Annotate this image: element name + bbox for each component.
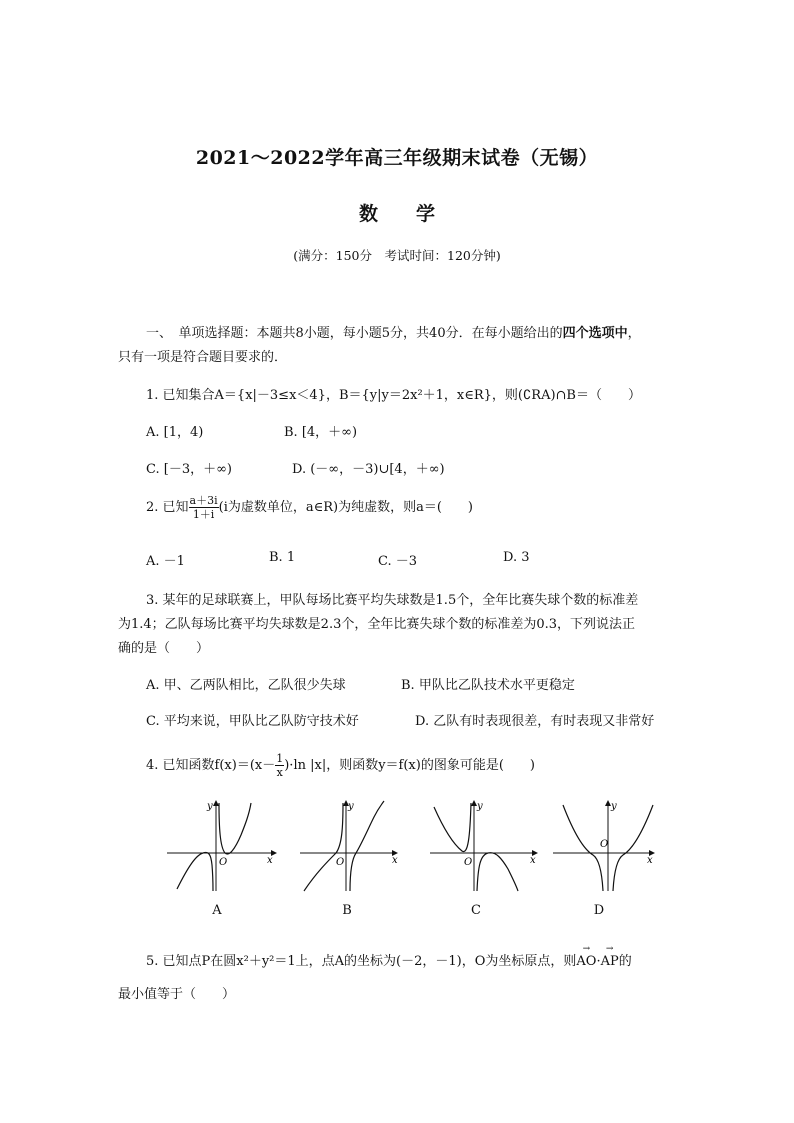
q1-option-c: C. [－3，＋∞) [146,462,232,477]
q4-graph-b-y-label: y [348,801,354,812]
q4-graph-d-y-label: y [611,801,617,812]
paper-title: 2021～2022学年高三年级期末试卷（无锡） [195,147,599,169]
section-heading [146,322,641,341]
subject-title: 数学 [358,203,473,225]
q1-option-b: B. [4，＋∞) [284,425,358,440]
q4-frac-num: 1 [276,752,284,765]
q3-option-d: D. 乙队有时表现很差，有时表现又非常好 [415,714,655,729]
q5-vector-ap: → AP [601,954,619,969]
q4-stem [146,752,535,779]
q4-graph-label-a: A [212,903,222,918]
q5-post: 的 [618,954,632,969]
q5-pre: 5. 已知点P在圆x²＋y²＝1上，点A的坐标为(－2，－1)，O为坐标原点，则 [146,954,577,969]
exam-meta: (满分：150分 考试时间：120分钟) [293,248,501,263]
q3-option-b: B. 甲队比乙队技术水平更稳定 [401,678,575,693]
q5-line2: 最小值等于（ ） [118,987,236,1002]
section-heading-line2: 只有一项是符合题目要求的． [118,350,288,365]
q4-graph-label-b: B [342,903,352,918]
q3-line1: 3. 某年的足球联赛上，甲队每场比赛平均失球数是1.5个，全年比赛失球个数的标准差 [146,593,639,608]
q4-pre: 4. 已知函数f(x)＝(x－ [146,758,276,773]
q4-graph-c[interactable] [426,797,544,893]
q2-post: (i为虚数单位，a∈R)为纯虚数，则a＝( ) [218,500,473,515]
q4-graph-a-y-label: y [207,801,213,812]
section-heading-prefix: 一、 单项选择题：本题共8小题，每小题5分，共40分．在每小题给出的 [146,326,563,341]
q4-graph-c-origin: O [464,857,473,868]
q4-graph-c-x-label: x [530,855,536,866]
q4-graph-a-x-label: x [267,855,273,866]
q5-dot: · [596,954,601,969]
q4-fraction [275,752,284,779]
q2-frac-den: 1＋i [192,508,215,521]
q2-option-b: B. 1 [269,550,296,565]
q2-option-d: D. 3 [503,550,530,565]
section-heading-bold: 四个选项中 [562,326,628,341]
q4-graph-label-c: C [471,903,481,918]
q2-option-c: C. －3 [378,554,418,569]
q4-graph-a-origin: O [219,857,228,868]
q1-option-a: A. [1，4) [146,425,204,440]
q3-line3: 确的是（ ） [118,641,210,656]
q2-pre: 2. 已知 [146,500,189,515]
q4-graph-c-y-label: y [477,801,483,812]
q1-stem: 1. 已知集合A＝{x|－3≤x＜4}，B＝{y|y＝2x²＋1，x∈R}，则(∁RA)∩B＝（ ） [146,388,641,403]
q4-graph-b-origin: O [336,857,345,868]
q5-vector-ao: → AO [576,954,596,969]
q4-graph-label-d: D [593,903,605,918]
q1-option-d: D. (－∞，－3)∪[4，＋∞) [292,462,445,477]
section-heading-suffix: ， [627,326,641,341]
q2-option-a: A. －1 [146,554,185,569]
q4-graph-d-x-label: x [647,855,653,866]
q4-post: )·ln |x|，则函数y＝f(x)的图象可能是( ) [284,758,535,773]
q2-frac-num: a＋3i [189,494,218,507]
q4-graph-b[interactable] [296,797,414,893]
q4-frac-den: x [276,766,283,779]
q5-stem [146,950,632,969]
q4-graph-d[interactable] [549,797,667,893]
q3-option-a: A. 甲、乙两队相比，乙队很少失球 [146,678,346,693]
q4-graph-a[interactable] [163,797,281,893]
q2-fraction [189,494,219,521]
q3-option-c: C. 平均来说，甲队比乙队防守技术好 [146,714,359,729]
q4-graph-b-x-label: x [392,855,398,866]
q4-graph-d-origin: O [600,839,609,850]
q2-stem [146,494,473,521]
q3-line2: 为1.4；乙队每场比赛平均失球数是2.3个，全年比赛失球个数的标准差为0.3，下列说法正 [118,617,636,632]
